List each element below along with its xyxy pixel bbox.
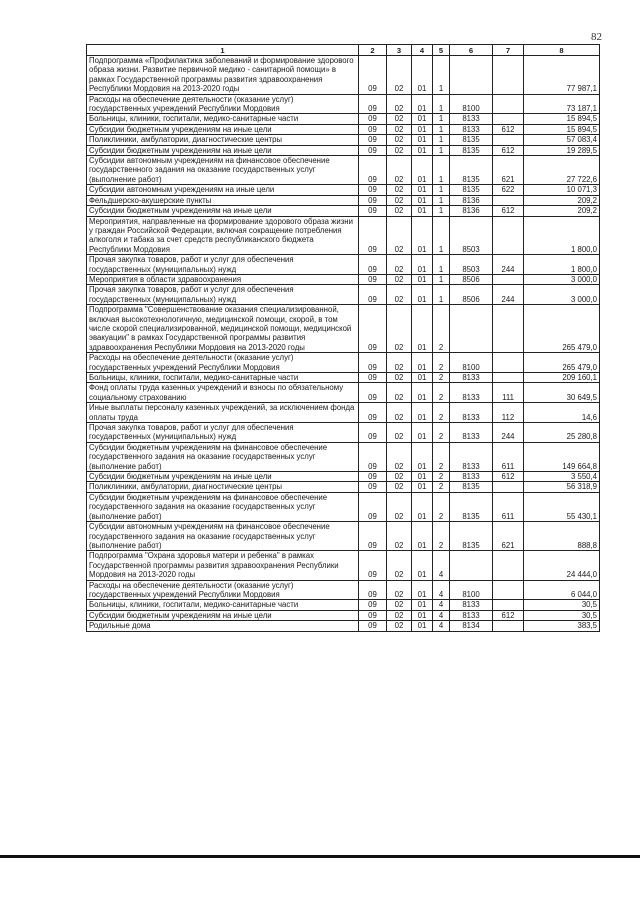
code-cell: 09	[359, 383, 387, 403]
code-cell: 01	[412, 403, 433, 423]
code-cell	[493, 373, 524, 383]
table-row	[87, 472, 600, 482]
code-cell: 02	[387, 492, 412, 521]
code-cell	[450, 305, 493, 353]
code-cell	[493, 114, 524, 124]
code-cell	[493, 482, 524, 492]
amount-cell: 265 479,0	[524, 353, 600, 373]
code-cell: 01	[412, 305, 433, 353]
code-cell: 1	[433, 145, 450, 155]
code-cell: 01	[412, 373, 433, 383]
code-cell	[493, 551, 524, 580]
expense-name-cell: Расходы на обеспечение деятельности (оказание услуг) государственных учреждений Республики Мордовия	[87, 353, 359, 373]
expense-name-cell: Субсидии автономным учреждениям на финансовое обеспечение государственного задания на оказание государственных услуг (выполнение работ)	[87, 522, 359, 551]
code-cell: 8506	[450, 285, 493, 305]
code-cell: 8133	[450, 124, 493, 134]
table-row	[87, 600, 600, 610]
code-cell	[493, 353, 524, 373]
code-cell	[493, 94, 524, 114]
code-cell	[493, 56, 524, 95]
expense-name-cell: Субсидии бюджетным учреждениям на иные цели	[87, 145, 359, 155]
code-cell: 4	[433, 551, 450, 580]
code-cell: 622	[493, 185, 524, 195]
code-cell: 1	[433, 56, 450, 95]
code-cell: 09	[359, 285, 387, 305]
code-cell: 1	[433, 156, 450, 185]
bottom-rule	[0, 855, 640, 858]
code-cell: 8135	[450, 482, 493, 492]
code-cell: 01	[412, 610, 433, 620]
code-cell: 2	[433, 423, 450, 443]
code-cell: 2	[433, 442, 450, 471]
header-cell: 4	[412, 45, 433, 56]
expense-name-cell: Субсидии бюджетным учреждениям на иные цели	[87, 472, 359, 482]
code-cell: 09	[359, 145, 387, 155]
code-cell: 8135	[450, 185, 493, 195]
code-cell: 8136	[450, 195, 493, 205]
code-cell: 1	[433, 124, 450, 134]
code-cell: 8133	[450, 373, 493, 383]
code-cell: 02	[387, 600, 412, 610]
amount-cell: 27 722,6	[524, 156, 600, 185]
header-cell: 1	[87, 45, 359, 56]
code-cell: 09	[359, 56, 387, 95]
code-cell: 01	[412, 472, 433, 482]
code-cell: 09	[359, 195, 387, 205]
table-row	[87, 145, 600, 155]
expense-name-cell: Расходы на обеспечение деятельности (оказание услуг) государственных учреждений Республики Мордовия	[87, 580, 359, 600]
code-cell: 02	[387, 114, 412, 124]
header-cell: 6	[450, 45, 493, 56]
header-cell: 5	[433, 45, 450, 56]
table-row	[87, 423, 600, 443]
table-row	[87, 274, 600, 284]
code-cell: 2	[433, 305, 450, 353]
code-cell	[493, 274, 524, 284]
expense-name-cell: Субсидии автономным учреждениям на финансовое обеспечение государственного задания на оказание государственных услуг (выполнение работ)	[87, 156, 359, 185]
table-row	[87, 621, 600, 631]
code-cell: 621	[493, 156, 524, 185]
code-cell: 02	[387, 145, 412, 155]
code-cell: 02	[387, 373, 412, 383]
amount-cell: 30 649,5	[524, 383, 600, 403]
code-cell: 02	[387, 206, 412, 216]
code-cell: 09	[359, 621, 387, 631]
code-cell: 8133	[450, 114, 493, 124]
expense-name-cell: Субсидии бюджетным учреждениям на иные цели	[87, 206, 359, 216]
code-cell: 8506	[450, 274, 493, 284]
code-cell	[493, 216, 524, 255]
code-cell: 1	[433, 274, 450, 284]
code-cell: 09	[359, 274, 387, 284]
code-cell: 111	[493, 383, 524, 403]
table-row	[87, 580, 600, 600]
amount-cell: 265 479,0	[524, 305, 600, 353]
table-row	[87, 255, 600, 275]
code-cell: 01	[412, 195, 433, 205]
code-cell: 02	[387, 56, 412, 95]
amount-cell: 57 083,4	[524, 135, 600, 145]
code-cell: 01	[412, 580, 433, 600]
expense-name-cell: Мероприятия в области здравоохранения	[87, 274, 359, 284]
table-row	[87, 383, 600, 403]
code-cell: 612	[493, 124, 524, 134]
table-row	[87, 285, 600, 305]
code-cell: 4	[433, 600, 450, 610]
code-cell: 8133	[450, 472, 493, 482]
amount-cell: 1 800,0	[524, 216, 600, 255]
amount-cell: 6 044,0	[524, 580, 600, 600]
code-cell: 1	[433, 216, 450, 255]
code-cell: 09	[359, 185, 387, 195]
table-row	[87, 551, 600, 580]
code-cell: 8136	[450, 206, 493, 216]
code-cell	[493, 305, 524, 353]
code-cell: 09	[359, 600, 387, 610]
code-cell: 02	[387, 610, 412, 620]
code-cell: 01	[412, 621, 433, 631]
code-cell: 02	[387, 94, 412, 114]
code-cell: 09	[359, 522, 387, 551]
code-cell: 8134	[450, 621, 493, 631]
expense-name-cell: Субсидии бюджетным учреждениям на иные цели	[87, 610, 359, 620]
code-cell: 01	[412, 551, 433, 580]
code-cell: 1	[433, 255, 450, 275]
code-cell: 09	[359, 124, 387, 134]
expense-name-cell: Родильные дома	[87, 621, 359, 631]
code-cell: 612	[493, 206, 524, 216]
code-cell: 1	[433, 285, 450, 305]
code-cell: 612	[493, 145, 524, 155]
code-cell: 01	[412, 206, 433, 216]
code-cell: 02	[387, 216, 412, 255]
table-row	[87, 206, 600, 216]
code-cell: 02	[387, 482, 412, 492]
amount-cell: 30,5	[524, 600, 600, 610]
code-cell: 2	[433, 492, 450, 521]
code-cell: 02	[387, 305, 412, 353]
code-cell: 01	[412, 56, 433, 95]
code-cell: 8135	[450, 522, 493, 551]
amount-cell: 55 430,1	[524, 492, 600, 521]
code-cell: 01	[412, 135, 433, 145]
table-row	[87, 373, 600, 383]
header-cell: 7	[493, 45, 524, 56]
code-cell: 8135	[450, 156, 493, 185]
code-cell	[493, 621, 524, 631]
code-cell: 8100	[450, 353, 493, 373]
code-cell: 8135	[450, 135, 493, 145]
code-cell: 01	[412, 423, 433, 443]
code-cell: 01	[412, 94, 433, 114]
expense-name-cell: Субсидии автономным учреждениям на иные цели	[87, 185, 359, 195]
code-cell: 02	[387, 442, 412, 471]
amount-cell: 3 000,0	[524, 285, 600, 305]
code-cell: 09	[359, 482, 387, 492]
code-cell: 8133	[450, 423, 493, 443]
code-cell: 8133	[450, 610, 493, 620]
code-cell: 1	[433, 195, 450, 205]
expense-name-cell: Больницы, клиники, госпитали, медико-санитарные части	[87, 373, 359, 383]
table-row	[87, 442, 600, 471]
code-cell: 2	[433, 472, 450, 482]
code-cell: 02	[387, 185, 412, 195]
code-cell: 02	[387, 285, 412, 305]
code-cell: 2	[433, 373, 450, 383]
code-cell: 02	[387, 135, 412, 145]
table-row	[87, 156, 600, 185]
table-row	[87, 305, 600, 353]
code-cell: 01	[412, 185, 433, 195]
code-cell	[450, 551, 493, 580]
code-cell: 244	[493, 423, 524, 443]
table-row	[87, 353, 600, 373]
code-cell: 09	[359, 353, 387, 373]
code-cell: 244	[493, 285, 524, 305]
code-cell: 09	[359, 423, 387, 443]
amount-cell: 15 894,5	[524, 114, 600, 124]
expense-name-cell: Поликлиники, амбулатории, диагностические центры	[87, 482, 359, 492]
code-cell: 1	[433, 135, 450, 145]
code-cell: 2	[433, 522, 450, 551]
code-cell: 01	[412, 482, 433, 492]
code-cell: 01	[412, 442, 433, 471]
expense-name-cell: Субсидии бюджетным учреждениям на финансовое обеспечение государственного задания на оказание государственных услуг (выполнение работ)	[87, 492, 359, 521]
code-cell	[493, 600, 524, 610]
code-cell: 01	[412, 255, 433, 275]
code-cell: 8503	[450, 216, 493, 255]
code-cell: 2	[433, 353, 450, 373]
code-cell: 09	[359, 114, 387, 124]
code-cell: 01	[412, 145, 433, 155]
code-cell: 612	[493, 610, 524, 620]
expense-name-cell: Мероприятия, направленные на формирование здорового образа жизни у граждан Российской Федерации, включая сокращение потребления алкоголя и табака за счет средств республиканского бюджета Республики Мордовия	[87, 216, 359, 255]
code-cell: 8100	[450, 580, 493, 600]
code-cell: 09	[359, 255, 387, 275]
code-cell: 01	[412, 274, 433, 284]
amount-cell: 888,8	[524, 522, 600, 551]
amount-cell: 15 894,5	[524, 124, 600, 134]
code-cell	[493, 580, 524, 600]
code-cell: 2	[433, 403, 450, 423]
code-cell: 02	[387, 472, 412, 482]
code-cell: 01	[412, 353, 433, 373]
amount-cell: 25 280,8	[524, 423, 600, 443]
header-cell: 2	[359, 45, 387, 56]
table-row	[87, 56, 600, 95]
expense-name-cell: Поликлиники, амбулатории, диагностические центры	[87, 135, 359, 145]
code-cell: 1	[433, 94, 450, 114]
amount-cell: 56 318,9	[524, 482, 600, 492]
header-row	[87, 45, 600, 56]
code-cell: 09	[359, 156, 387, 185]
code-cell: 09	[359, 373, 387, 383]
expense-name-cell: Прочая закупка товаров, работ и услуг для обеспечения государственных (муниципальных) нужд	[87, 255, 359, 275]
expense-name-cell: Фонд оплаты труда казенных учреждений и взносы по обязательному социальному страхованию	[87, 383, 359, 403]
amount-cell: 77 987,1	[524, 56, 600, 95]
code-cell: 02	[387, 551, 412, 580]
code-cell: 09	[359, 216, 387, 255]
code-cell: 112	[493, 403, 524, 423]
code-cell: 8133	[450, 383, 493, 403]
amount-cell: 209,2	[524, 206, 600, 216]
code-cell: 09	[359, 472, 387, 482]
code-cell: 01	[412, 285, 433, 305]
code-cell: 8135	[450, 492, 493, 521]
table-row	[87, 185, 600, 195]
code-cell: 09	[359, 305, 387, 353]
code-cell: 611	[493, 492, 524, 521]
table-row	[87, 195, 600, 205]
table-row	[87, 94, 600, 114]
code-cell: 1	[433, 206, 450, 216]
code-cell: 09	[359, 442, 387, 471]
code-cell	[493, 195, 524, 205]
amount-cell: 149 664,8	[524, 442, 600, 471]
expense-name-cell: Иные выплаты персоналу казенных учреждений, за исключением фонда оплаты труда	[87, 403, 359, 423]
code-cell: 2	[433, 383, 450, 403]
code-cell: 01	[412, 216, 433, 255]
code-cell: 02	[387, 383, 412, 403]
table-row	[87, 482, 600, 492]
table-row	[87, 522, 600, 551]
code-cell: 611	[493, 442, 524, 471]
code-cell: 02	[387, 423, 412, 443]
amount-cell: 3 000,0	[524, 274, 600, 284]
code-cell: 01	[412, 124, 433, 134]
amount-cell: 30,5	[524, 610, 600, 620]
expense-name-cell: Прочая закупка товаров, работ и услуг для обеспечения государственных (муниципальных) нужд	[87, 423, 359, 443]
code-cell: 4	[433, 580, 450, 600]
code-cell: 09	[359, 551, 387, 580]
code-cell: 09	[359, 492, 387, 521]
code-cell: 02	[387, 522, 412, 551]
code-cell: 02	[387, 156, 412, 185]
code-cell: 01	[412, 492, 433, 521]
code-cell	[493, 135, 524, 145]
code-cell: 02	[387, 580, 412, 600]
expense-name-cell: Субсидии бюджетным учреждениям на иные цели	[87, 124, 359, 134]
amount-cell: 1 800,0	[524, 255, 600, 275]
code-cell: 09	[359, 610, 387, 620]
code-cell: 01	[412, 600, 433, 610]
table-row	[87, 216, 600, 255]
code-cell: 2	[433, 482, 450, 492]
code-cell: 02	[387, 403, 412, 423]
amount-cell: 209 160,1	[524, 373, 600, 383]
code-cell: 09	[359, 580, 387, 600]
table-row	[87, 610, 600, 620]
expense-name-cell: Подпрограмма "Совершенствование оказания специализированной, включая высокотехнологичную, медицинской помощи, скорой, в том числе скорой специализированной, медицинской помощи, медицинской эвакуации" в рамках Государственной программы развития здравоохранения Республики Мордовия на 2013-2020 годы	[87, 305, 359, 353]
amount-cell: 10 071,3	[524, 185, 600, 195]
expense-name-cell: Больницы, клиники, госпитали, медико-санитарные части	[87, 114, 359, 124]
code-cell: 4	[433, 610, 450, 620]
code-cell: 1	[433, 185, 450, 195]
table-row	[87, 492, 600, 521]
expense-name-cell: Прочая закупка товаров, работ и услуг для обеспечения государственных (муниципальных) нужд	[87, 285, 359, 305]
code-cell: 02	[387, 621, 412, 631]
code-cell: 09	[359, 206, 387, 216]
expense-name-cell: Подпрограмма «Профилактика заболеваний и формирование здорового образа жизни. Развитие первичной медико - санитарной помощи» в рамках Государственной программы развития здравоохранения Республики Мордовия на 2013-2020 годы	[87, 56, 359, 95]
code-cell: 4	[433, 621, 450, 631]
code-cell: 09	[359, 403, 387, 423]
code-cell: 244	[493, 255, 524, 275]
page-number: 82	[591, 31, 602, 43]
table-row	[87, 114, 600, 124]
header-cell: 3	[387, 45, 412, 56]
amount-cell: 14,6	[524, 403, 600, 423]
code-cell: 09	[359, 94, 387, 114]
code-cell: 02	[387, 195, 412, 205]
amount-cell: 209,2	[524, 195, 600, 205]
expense-name-cell: Субсидии бюджетным учреждениям на финансовое обеспечение государственного задания на оказание государственных услуг (выполнение работ)	[87, 442, 359, 471]
code-cell: 02	[387, 124, 412, 134]
code-cell: 8100	[450, 94, 493, 114]
header-cell: 8	[524, 45, 600, 56]
table-row	[87, 124, 600, 134]
code-cell: 01	[412, 156, 433, 185]
code-cell: 02	[387, 274, 412, 284]
code-cell: 612	[493, 472, 524, 482]
code-cell: 02	[387, 353, 412, 373]
code-cell: 8135	[450, 145, 493, 155]
amount-cell: 19 289,5	[524, 145, 600, 155]
code-cell: 01	[412, 522, 433, 551]
expense-name-cell: Фельдшерско-акушерские пункты	[87, 195, 359, 205]
code-cell: 8133	[450, 600, 493, 610]
amount-cell: 73 187,1	[524, 94, 600, 114]
amount-cell: 383,5	[524, 621, 600, 631]
expense-name-cell: Подпрограмма "Охрана здоровья матери и ребенка" в рамках Государственной программы развития здравоохранения Республики Мордовия на 2013-2020 годы	[87, 551, 359, 580]
code-cell	[450, 56, 493, 95]
budget-table	[86, 44, 600, 632]
code-cell: 02	[387, 255, 412, 275]
code-cell: 01	[412, 383, 433, 403]
table-row	[87, 135, 600, 145]
amount-cell: 3 550,4	[524, 472, 600, 482]
code-cell: 8133	[450, 403, 493, 423]
code-cell: 621	[493, 522, 524, 551]
code-cell: 01	[412, 114, 433, 124]
code-cell: 8503	[450, 255, 493, 275]
amount-cell: 24 444,0	[524, 551, 600, 580]
expense-name-cell: Больницы, клиники, госпитали, медико-санитарные части	[87, 600, 359, 610]
code-cell: 8133	[450, 442, 493, 471]
code-cell: 09	[359, 135, 387, 145]
table-row	[87, 403, 600, 423]
expense-name-cell: Расходы на обеспечение деятельности (оказание услуг) государственных учреждений Республики Мордовия	[87, 94, 359, 114]
table-body	[87, 56, 600, 632]
code-cell: 1	[433, 114, 450, 124]
